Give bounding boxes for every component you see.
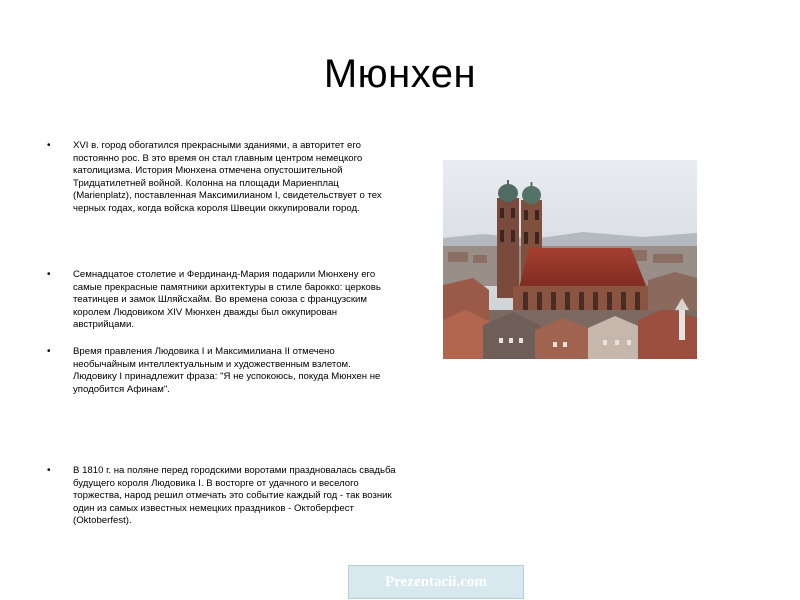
bullet-text: В 1810 г. на поляне перед городскими воротами праздновалась свадьба будущего короля Людовика I. В восторге от удачного и веселого торжества, народ решил отмечать это событие каждый год - так возник один из самых известных немецких праздников - Октоберфест (Oktoberfest). [73,465,396,527]
munich-cathedral-photo [443,160,697,359]
nave-windows [523,292,640,310]
bullet-text: XVI в. город обогатился прекрасными зданиями, а авторитет его постоянно рос. В это время он стал главным центром немецкого католицизма. История Мюнхена отмечена опустошительной Тридцатилетней войной. Колонна на площади Мариенплац (Marienplatz), поставленная Максимилианом I, свидетельствует о тех черных годах, когда войска короля Швеции оккупировали город. [73,140,382,214]
cathedral-roof [519,248,647,288]
bullet-marker: • [47,140,51,151]
bullet-marker: • [47,346,51,357]
bullet-text: Время правления Людовика I и Максимилиана II отмечено необычайным интеллектуальным и художественным взлетом. Людовику I принадлежит фраза: "Я не успокоюсь, покуда Мюнхен не уподобится Афинам". [73,346,381,395]
bullet-item [47,465,397,528]
north-tower [497,180,519,298]
bullet-marker: • [47,269,51,280]
bullet-text: Семнадцатое столетие и Фердинанд-Мария подарили Мюнхену его самые прекрасные памятники архитектуры в стиле барокко: церковь театинцев и замок Шляйсхайм. Во времена союза с французским королем Людовиком XIV Мюнхен дважды был оккупирован австрийцами. [73,269,381,331]
bullet-item [47,140,397,216]
bullet-item [47,346,397,396]
slide-title: Мюнхен [323,52,477,96]
watermark-logo[interactable]: Prezentacii.com [348,565,524,599]
bullet-item [47,269,397,332]
bullet-marker: • [47,465,51,476]
